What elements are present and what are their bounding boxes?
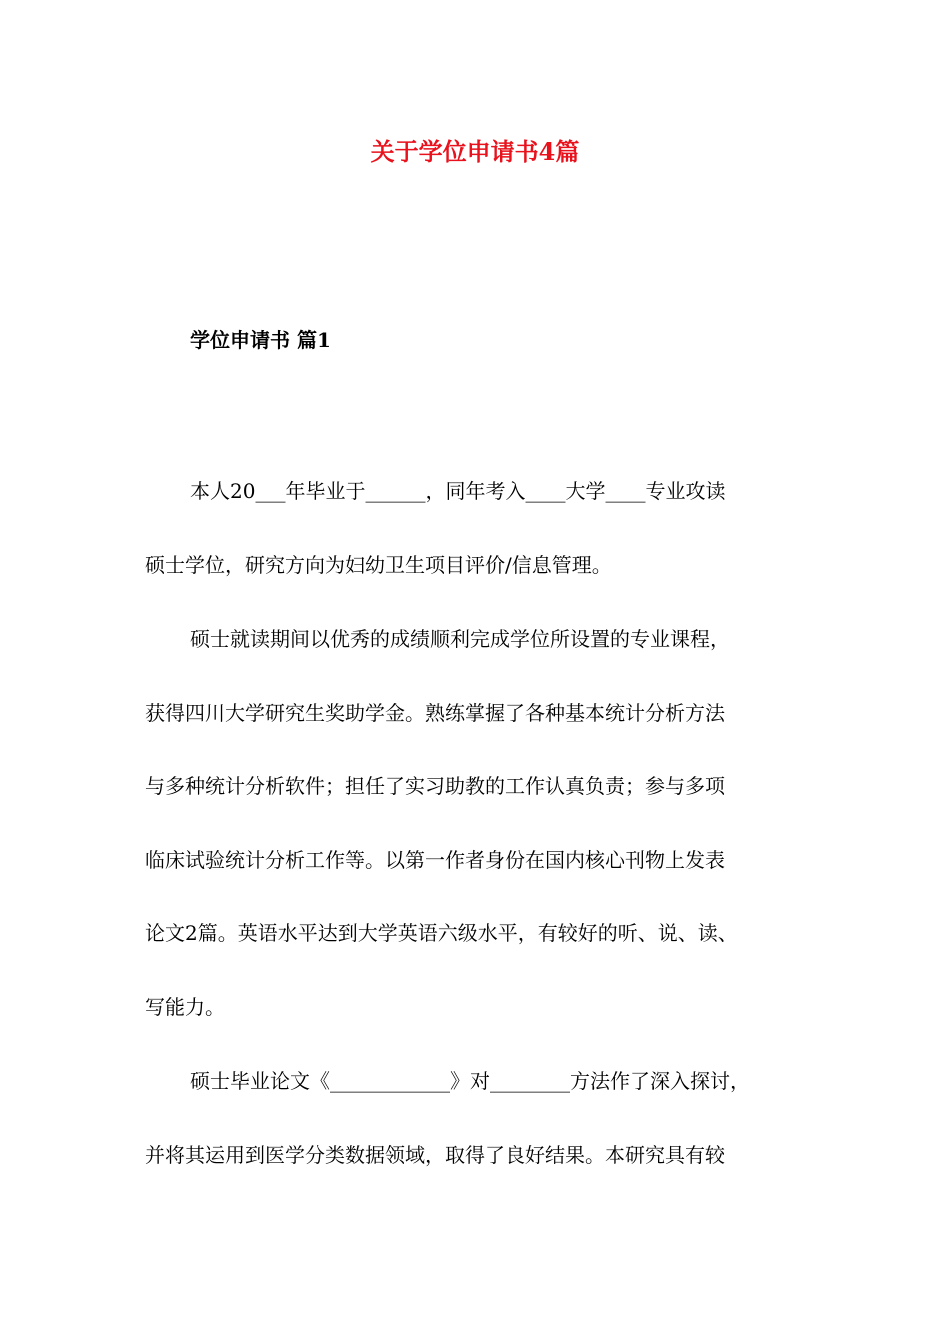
paragraph-2 [145,603,825,1044]
document-title: 关于学位申请书4篇 [370,137,580,166]
paragraph-line: 硕士就读期间以优秀的成绩顺利完成学位所设置的专业课程， [190,627,730,651]
paragraph-line: 并将其运用到医学分类数据领域，取得了良好结果。本研究具有较 [145,1142,725,1167]
paragraph-1 [145,455,825,602]
paragraph-3 [145,1045,825,1192]
paragraph-line: 本人20___年毕业于______，同年考入____大学____专业攻读 [190,479,726,503]
paragraph-line: 写能力。 [145,994,225,1019]
paragraph-line: 获得四川大学研究生奖助学金。熟练掌握了各种基本统计分析方法 [145,700,725,725]
paragraph-line: 临床试验统计分析工作等。以第一作者身份在国内核心刊物上发表 [145,847,725,872]
paragraph-line: 硕士毕业论文《____________》对________方法作了深入探讨， [190,1069,750,1093]
paragraph-line: 硕士学位，研究方向为妇幼卫生项目评价/信息管理。 [145,552,612,577]
section-heading: 学位申请书 篇1 [190,328,331,352]
paragraph-line: 论文2篇。英语水平达到大学英语六级水平，有较好的听、说、读、 [145,921,738,945]
paragraph-line: 与多种统计分析软件；担任了实习助教的工作认真负责；参与多项 [145,774,725,798]
